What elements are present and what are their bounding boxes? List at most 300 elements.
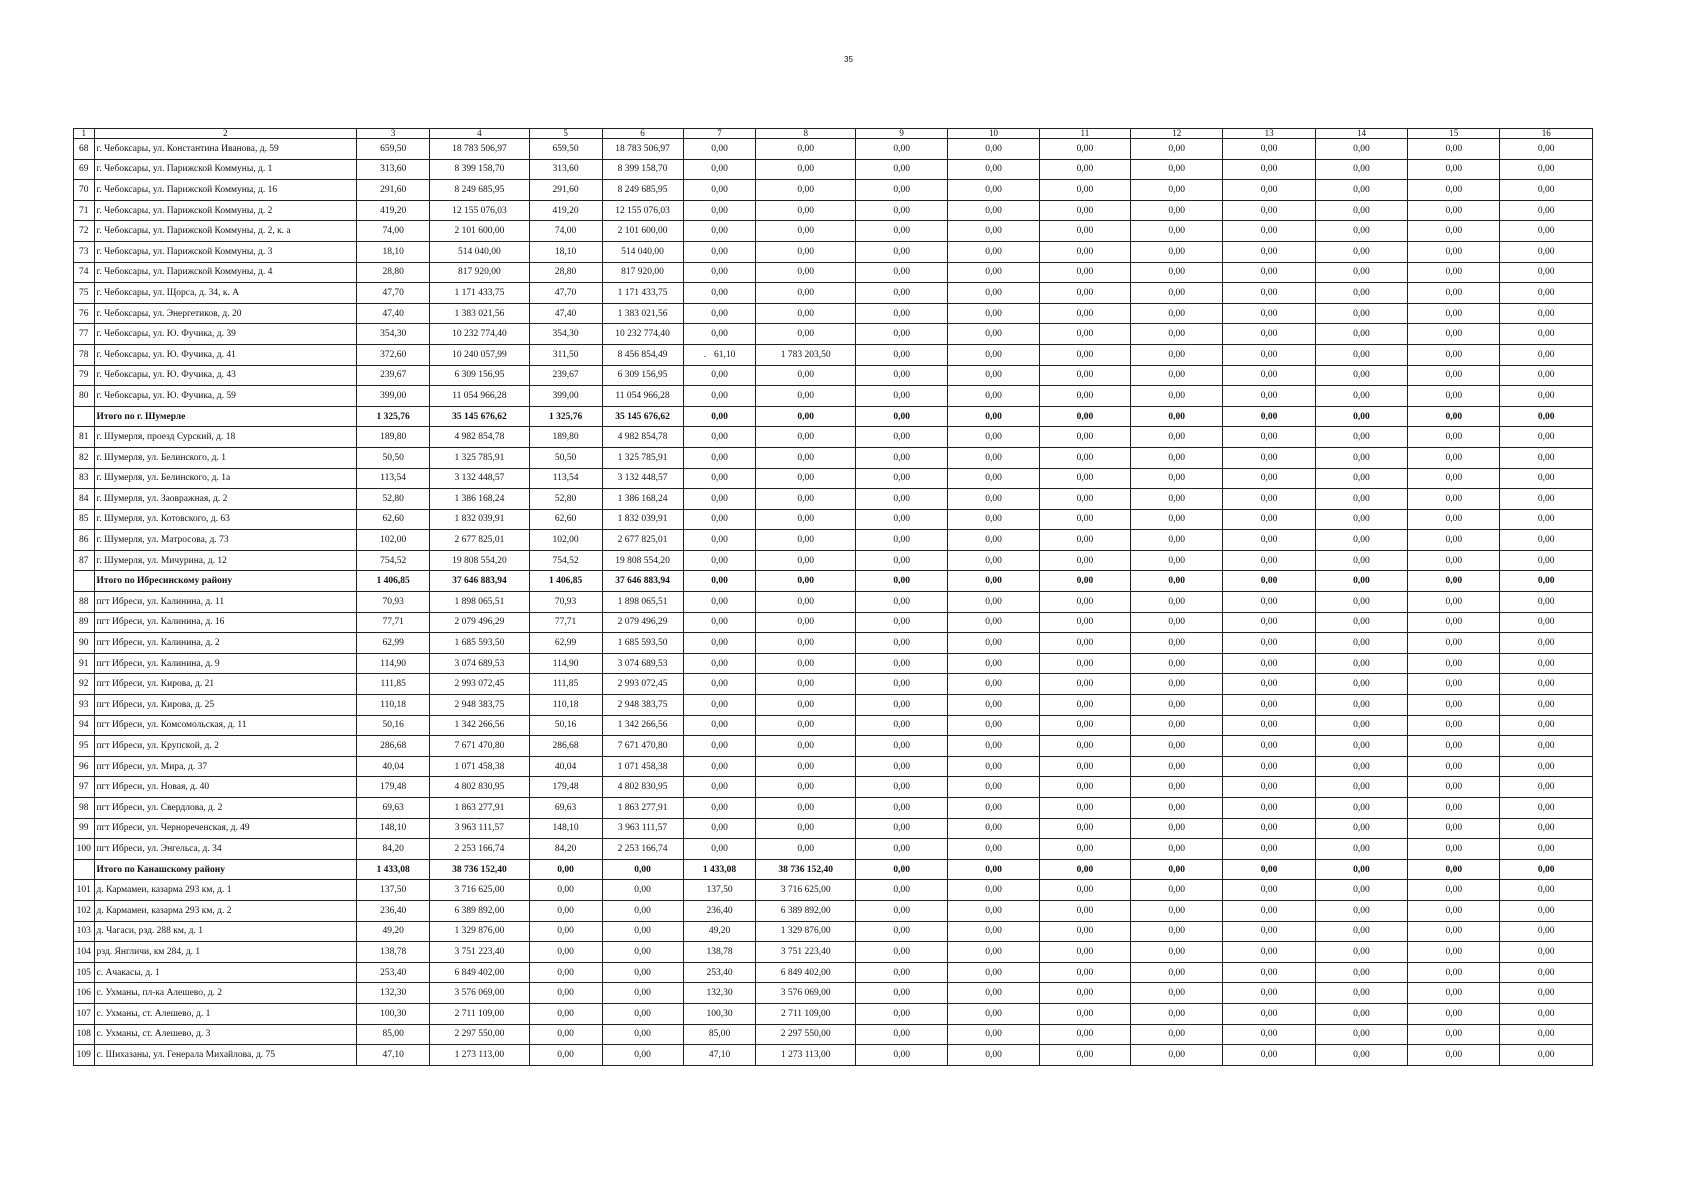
area-value: 61,10 bbox=[713, 350, 736, 361]
address-cell: пгт Ибреси, ул. Чернореченская, д. 49 bbox=[94, 818, 357, 839]
cost-cell: 2 101 600,00 bbox=[430, 221, 530, 242]
zero-cell: 0,00 bbox=[856, 592, 948, 613]
area-cell: 50,50 bbox=[529, 447, 602, 468]
zero-cell: 0,00 bbox=[1315, 777, 1407, 798]
zero-cell: 0,00 bbox=[1500, 180, 1593, 201]
cost-cell: 1 383 021,56 bbox=[602, 303, 683, 324]
zero-cell: 0,00 bbox=[1039, 612, 1130, 633]
area-cell: 50,16 bbox=[529, 715, 602, 736]
cost-cell: 0,00 bbox=[602, 880, 683, 901]
column-number-7: 7 bbox=[683, 129, 756, 139]
zero-cell: 0,00 bbox=[1131, 427, 1223, 448]
zero-cell: 0,00 bbox=[1408, 653, 1500, 674]
cost-cell: 38 736 152,40 bbox=[756, 859, 856, 880]
table-row bbox=[74, 777, 1593, 798]
zero-cell: 0,00 bbox=[1408, 715, 1500, 736]
cost-cell: 2 711 109,00 bbox=[756, 1003, 856, 1024]
zero-cell: 0,00 bbox=[1500, 139, 1593, 160]
area-cell: 137,50 bbox=[357, 880, 430, 901]
cost-cell: 1 863 277,91 bbox=[602, 798, 683, 819]
zero-cell: 0,00 bbox=[1315, 900, 1407, 921]
cost-cell: 0,00 bbox=[756, 262, 856, 283]
zero-cell: 0,00 bbox=[1408, 859, 1500, 880]
zero-cell: 0,00 bbox=[1039, 818, 1130, 839]
row-number-cell: 107 bbox=[74, 1003, 95, 1024]
zero-cell: 0,00 bbox=[1223, 777, 1315, 798]
row-number-cell: 92 bbox=[74, 674, 95, 695]
cost-cell: 817 920,00 bbox=[430, 262, 530, 283]
address-cell: с. Ухманы, ст. Алешево, д. 3 bbox=[94, 1024, 357, 1045]
area-cell: 189,80 bbox=[529, 427, 602, 448]
zero-cell: 0,00 bbox=[948, 818, 1039, 839]
area-cell: 110,18 bbox=[529, 695, 602, 716]
cost-cell: 6 309 156,95 bbox=[430, 365, 530, 386]
zero-cell: 0,00 bbox=[1131, 1003, 1223, 1024]
area-cell: 0,00 bbox=[683, 571, 756, 592]
zero-cell: 0,00 bbox=[1315, 983, 1407, 1004]
cost-cell: 1 685 593,50 bbox=[430, 633, 530, 654]
zero-cell: 0,00 bbox=[1315, 880, 1407, 901]
area-cell: 253,40 bbox=[683, 962, 756, 983]
area-cell: 52,80 bbox=[529, 489, 602, 510]
table-row bbox=[74, 983, 1593, 1004]
zero-cell: 0,00 bbox=[948, 612, 1039, 633]
cost-cell: 19 808 554,20 bbox=[430, 550, 530, 571]
row-number-cell: 102 bbox=[74, 900, 95, 921]
zero-cell: 0,00 bbox=[1315, 674, 1407, 695]
address-cell: пгт Ибреси, ул. Энгельса, д. 34 bbox=[94, 839, 357, 860]
zero-cell: 0,00 bbox=[1223, 1024, 1315, 1045]
zero-cell: 0,00 bbox=[1223, 1003, 1315, 1024]
cost-cell: 1 832 039,91 bbox=[430, 509, 530, 530]
zero-cell: 0,00 bbox=[948, 777, 1039, 798]
area-cell: 52,80 bbox=[357, 489, 430, 510]
table-row bbox=[74, 447, 1593, 468]
area-cell: 62,99 bbox=[529, 633, 602, 654]
zero-cell: 0,00 bbox=[1408, 900, 1500, 921]
zero-cell: 0,00 bbox=[1408, 736, 1500, 757]
address-cell: с. Шихазаны, ул. Генерала Михайлова, д. 75 bbox=[94, 1045, 357, 1066]
row-number-cell: 104 bbox=[74, 942, 95, 963]
address-cell: г. Чебоксары, ул. Ю. Фучика, д. 43 bbox=[94, 365, 357, 386]
area-cell: 754,52 bbox=[529, 550, 602, 571]
zero-cell: 0,00 bbox=[948, 921, 1039, 942]
zero-cell: 0,00 bbox=[948, 324, 1039, 345]
area-cell: 100,30 bbox=[357, 1003, 430, 1024]
subtotal-row bbox=[74, 859, 1593, 880]
zero-cell: 0,00 bbox=[1408, 509, 1500, 530]
cost-cell: 3 963 111,57 bbox=[430, 818, 530, 839]
zero-cell: 0,00 bbox=[856, 262, 948, 283]
zero-cell: 0,00 bbox=[1500, 715, 1593, 736]
area-cell: 0,00 bbox=[683, 530, 756, 551]
table-row bbox=[74, 221, 1593, 242]
area-cell: 69,63 bbox=[529, 798, 602, 819]
cost-cell: 7 671 470,80 bbox=[602, 736, 683, 757]
zero-cell: 0,00 bbox=[948, 489, 1039, 510]
zero-cell: 0,00 bbox=[856, 344, 948, 365]
table-row bbox=[74, 633, 1593, 654]
zero-cell: 0,00 bbox=[856, 777, 948, 798]
area-cell: 0,00 bbox=[683, 489, 756, 510]
zero-cell: 0,00 bbox=[1408, 386, 1500, 407]
cost-cell: 2 253 166,74 bbox=[602, 839, 683, 860]
zero-cell: 0,00 bbox=[1315, 633, 1407, 654]
cost-cell: 1 898 065,51 bbox=[602, 592, 683, 613]
cost-cell: 11 054 966,28 bbox=[602, 386, 683, 407]
row-number-cell: 99 bbox=[74, 818, 95, 839]
zero-cell: 0,00 bbox=[948, 468, 1039, 489]
address-cell: с. Ухманы, ст. Алешево, д. 1 bbox=[94, 1003, 357, 1024]
zero-cell: 0,00 bbox=[948, 447, 1039, 468]
zero-cell: 0,00 bbox=[1131, 880, 1223, 901]
address-cell: г. Шумерля, ул. Мичурина, д. 12 bbox=[94, 550, 357, 571]
area-cell: 0,00 bbox=[529, 900, 602, 921]
zero-cell: 0,00 bbox=[1039, 674, 1130, 695]
area-cell: 47,70 bbox=[529, 283, 602, 304]
zero-cell: 0,00 bbox=[856, 612, 948, 633]
zero-cell: 0,00 bbox=[1408, 880, 1500, 901]
area-cell: 0,00 bbox=[683, 715, 756, 736]
area-cell: 0,00 bbox=[529, 880, 602, 901]
zero-cell: 0,00 bbox=[1315, 427, 1407, 448]
zero-cell: 0,00 bbox=[1039, 406, 1130, 427]
area-cell: 40,04 bbox=[529, 756, 602, 777]
table-row bbox=[74, 283, 1593, 304]
zero-cell: 0,00 bbox=[1408, 283, 1500, 304]
zero-cell: 0,00 bbox=[1500, 489, 1593, 510]
zero-cell: 0,00 bbox=[1131, 900, 1223, 921]
zero-cell: 0,00 bbox=[856, 736, 948, 757]
address-cell: д. Чагаси, рзд. 288 км, д. 1 bbox=[94, 921, 357, 942]
area-cell: 74,00 bbox=[357, 221, 430, 242]
zero-cell: 0,00 bbox=[1500, 303, 1593, 324]
zero-cell: 0,00 bbox=[1408, 365, 1500, 386]
zero-cell: 0,00 bbox=[948, 406, 1039, 427]
zero-cell: 0,00 bbox=[1408, 633, 1500, 654]
zero-cell: 0,00 bbox=[1131, 592, 1223, 613]
zero-cell: 0,00 bbox=[1131, 798, 1223, 819]
zero-cell: 0,00 bbox=[1408, 612, 1500, 633]
zero-cell: 0,00 bbox=[1223, 509, 1315, 530]
address-cell: рзд. Янгличи, км 284, д. 1 bbox=[94, 942, 357, 963]
area-cell: 85,00 bbox=[683, 1024, 756, 1045]
cost-cell: 0,00 bbox=[756, 798, 856, 819]
zero-cell: 0,00 bbox=[1408, 530, 1500, 551]
area-cell: 0,00 bbox=[529, 859, 602, 880]
area-cell: 47,10 bbox=[357, 1045, 430, 1066]
zero-cell: 0,00 bbox=[1315, 180, 1407, 201]
cost-cell: 0,00 bbox=[756, 324, 856, 345]
cost-cell: 1 329 876,00 bbox=[756, 921, 856, 942]
zero-cell: 0,00 bbox=[1131, 386, 1223, 407]
area-cell: 40,04 bbox=[357, 756, 430, 777]
area-cell: 0,00 bbox=[683, 386, 756, 407]
zero-cell: 0,00 bbox=[856, 1003, 948, 1024]
zero-cell: 0,00 bbox=[1223, 756, 1315, 777]
zero-cell: 0,00 bbox=[1500, 386, 1593, 407]
zero-cell: 0,00 bbox=[1408, 756, 1500, 777]
zero-cell: 0,00 bbox=[948, 530, 1039, 551]
zero-cell: 0,00 bbox=[1408, 200, 1500, 221]
area-cell: 50,16 bbox=[357, 715, 430, 736]
area-cell: 1 325,76 bbox=[529, 406, 602, 427]
zero-cell: 0,00 bbox=[856, 921, 948, 942]
row-number-cell: 75 bbox=[74, 283, 95, 304]
cost-cell: 7 671 470,80 bbox=[430, 736, 530, 757]
table-row bbox=[74, 344, 1593, 365]
zero-cell: 0,00 bbox=[1408, 550, 1500, 571]
zero-cell: 0,00 bbox=[1223, 612, 1315, 633]
cost-cell: 0,00 bbox=[756, 180, 856, 201]
cost-cell: 0,00 bbox=[602, 983, 683, 1004]
zero-cell: 0,00 bbox=[1131, 612, 1223, 633]
column-number-6: 6 bbox=[602, 129, 683, 139]
cost-cell: 0,00 bbox=[756, 818, 856, 839]
zero-cell: 0,00 bbox=[1315, 509, 1407, 530]
address-cell: г. Чебоксары, ул. Парижской Коммуны, д. 16 bbox=[94, 180, 357, 201]
area-cell: 0,00 bbox=[683, 818, 756, 839]
zero-cell: 0,00 bbox=[856, 303, 948, 324]
zero-cell: 0,00 bbox=[856, 386, 948, 407]
zero-cell: 0,00 bbox=[856, 509, 948, 530]
zero-cell: 0,00 bbox=[948, 303, 1039, 324]
cost-cell: 2 948 383,75 bbox=[430, 695, 530, 716]
address-cell: пгт Ибреси, ул. Калинина, д. 2 bbox=[94, 633, 357, 654]
zero-cell: 0,00 bbox=[1223, 695, 1315, 716]
table-row bbox=[74, 674, 1593, 695]
address-cell: г. Чебоксары, ул. Парижской Коммуны, д. 3 bbox=[94, 241, 357, 262]
zero-cell: 0,00 bbox=[1039, 262, 1130, 283]
zero-cell: 0,00 bbox=[856, 447, 948, 468]
area-cell: 1 406,85 bbox=[529, 571, 602, 592]
row-number-cell: 101 bbox=[74, 880, 95, 901]
zero-cell: 0,00 bbox=[1223, 283, 1315, 304]
zero-cell: 0,00 bbox=[1131, 283, 1223, 304]
area-cell: 0,00 bbox=[683, 756, 756, 777]
area-cell: 179,48 bbox=[529, 777, 602, 798]
zero-cell: 0,00 bbox=[1408, 1045, 1500, 1066]
zero-cell: 0,00 bbox=[1500, 983, 1593, 1004]
zero-cell: 0,00 bbox=[1223, 983, 1315, 1004]
area-cell: 100,30 bbox=[683, 1003, 756, 1024]
address-cell: д. Кармамеи, казарма 293 км, д. 2 bbox=[94, 900, 357, 921]
zero-cell: 0,00 bbox=[1500, 221, 1593, 242]
area-cell: 0,00 bbox=[683, 241, 756, 262]
zero-cell: 0,00 bbox=[856, 962, 948, 983]
area-cell: 0,00 bbox=[683, 365, 756, 386]
cost-cell: 0,00 bbox=[756, 139, 856, 160]
table-row bbox=[74, 262, 1593, 283]
cost-cell: 0,00 bbox=[756, 653, 856, 674]
zero-cell: 0,00 bbox=[1408, 406, 1500, 427]
row-number-cell bbox=[74, 571, 95, 592]
zero-cell: 0,00 bbox=[1408, 324, 1500, 345]
zero-cell: 0,00 bbox=[1039, 365, 1130, 386]
cost-cell: 1 329 876,00 bbox=[430, 921, 530, 942]
zero-cell: 0,00 bbox=[1223, 653, 1315, 674]
column-number-4: 4 bbox=[430, 129, 530, 139]
zero-cell: 0,00 bbox=[1039, 859, 1130, 880]
cost-cell: 38 736 152,40 bbox=[430, 859, 530, 880]
zero-cell: 0,00 bbox=[1315, 365, 1407, 386]
row-number-cell bbox=[74, 406, 95, 427]
cost-cell: 0,00 bbox=[756, 571, 856, 592]
row-number-cell: 74 bbox=[74, 262, 95, 283]
zero-cell: 0,00 bbox=[1039, 180, 1130, 201]
area-cell: 47,40 bbox=[357, 303, 430, 324]
zero-cell: 0,00 bbox=[1315, 324, 1407, 345]
zero-cell: 0,00 bbox=[1131, 303, 1223, 324]
zero-cell: 0,00 bbox=[1408, 674, 1500, 695]
zero-cell: 0,00 bbox=[948, 715, 1039, 736]
zero-cell: 0,00 bbox=[948, 1003, 1039, 1024]
zero-cell: 0,00 bbox=[856, 241, 948, 262]
area-cell: 28,80 bbox=[357, 262, 430, 283]
zero-cell: 0,00 bbox=[1223, 900, 1315, 921]
area-cell: 0,00 bbox=[529, 1003, 602, 1024]
cost-cell: 37 646 883,94 bbox=[430, 571, 530, 592]
area-cell: 1 433,08 bbox=[683, 859, 756, 880]
cost-cell: 6 389 892,00 bbox=[756, 900, 856, 921]
cost-cell: 18 783 506,97 bbox=[602, 139, 683, 160]
stray-mark: . bbox=[703, 349, 706, 360]
address-cell: пгт Ибреси, ул. Новая, д. 40 bbox=[94, 777, 357, 798]
zero-cell: 0,00 bbox=[1131, 241, 1223, 262]
area-cell: 239,67 bbox=[357, 365, 430, 386]
zero-cell: 0,00 bbox=[1315, 798, 1407, 819]
cost-cell: 0,00 bbox=[756, 365, 856, 386]
area-cell: 0,00 bbox=[529, 942, 602, 963]
table-row bbox=[74, 530, 1593, 551]
zero-cell: 0,00 bbox=[948, 1024, 1039, 1045]
table-row bbox=[74, 880, 1593, 901]
area-cell: 659,50 bbox=[357, 139, 430, 160]
zero-cell: 0,00 bbox=[1408, 489, 1500, 510]
cost-cell: 0,00 bbox=[756, 386, 856, 407]
zero-cell: 0,00 bbox=[1315, 592, 1407, 613]
zero-cell: 0,00 bbox=[1408, 921, 1500, 942]
cost-cell: 6 309 156,95 bbox=[602, 365, 683, 386]
zero-cell: 0,00 bbox=[1408, 839, 1500, 860]
area-cell: 372,60 bbox=[357, 344, 430, 365]
area-cell: 0,00 bbox=[683, 653, 756, 674]
cost-cell: 1 832 039,91 bbox=[602, 509, 683, 530]
zero-cell: 0,00 bbox=[1223, 262, 1315, 283]
area-cell: 313,60 bbox=[529, 159, 602, 180]
area-cell: 354,30 bbox=[529, 324, 602, 345]
cost-cell: 0,00 bbox=[602, 859, 683, 880]
zero-cell: 0,00 bbox=[1131, 365, 1223, 386]
cost-cell: 6 389 892,00 bbox=[430, 900, 530, 921]
zero-cell: 0,00 bbox=[1039, 777, 1130, 798]
column-number-12: 12 bbox=[1131, 129, 1223, 139]
zero-cell: 0,00 bbox=[1408, 427, 1500, 448]
table-row bbox=[74, 468, 1593, 489]
area-cell: 0,00 bbox=[683, 324, 756, 345]
area-cell: 179,48 bbox=[357, 777, 430, 798]
zero-cell: 0,00 bbox=[1131, 633, 1223, 654]
zero-cell: 0,00 bbox=[1223, 406, 1315, 427]
zero-cell: 0,00 bbox=[1315, 756, 1407, 777]
zero-cell: 0,00 bbox=[1315, 736, 1407, 757]
zero-cell: 0,00 bbox=[948, 880, 1039, 901]
cost-cell: 2 253 166,74 bbox=[430, 839, 530, 860]
area-cell: 236,40 bbox=[683, 900, 756, 921]
zero-cell: 0,00 bbox=[948, 427, 1039, 448]
table-row bbox=[74, 592, 1593, 613]
area-cell: 0,00 bbox=[683, 139, 756, 160]
cost-cell: 514 040,00 bbox=[430, 241, 530, 262]
cost-cell: 4 802 830,95 bbox=[430, 777, 530, 798]
zero-cell: 0,00 bbox=[856, 983, 948, 1004]
zero-cell: 0,00 bbox=[1315, 200, 1407, 221]
zero-cell: 0,00 bbox=[1039, 200, 1130, 221]
area-cell: 0,00 bbox=[683, 592, 756, 613]
cost-cell: 1 171 433,75 bbox=[430, 283, 530, 304]
cost-cell: 0,00 bbox=[602, 1024, 683, 1045]
zero-cell: 0,00 bbox=[1315, 221, 1407, 242]
zero-cell: 0,00 bbox=[856, 159, 948, 180]
zero-cell: 0,00 bbox=[1039, 736, 1130, 757]
area-cell: 0,00 bbox=[683, 406, 756, 427]
zero-cell: 0,00 bbox=[1408, 942, 1500, 963]
zero-cell: 0,00 bbox=[856, 880, 948, 901]
column-number-2: 2 bbox=[94, 129, 357, 139]
cost-cell: 1 685 593,50 bbox=[602, 633, 683, 654]
zero-cell: 0,00 bbox=[1315, 262, 1407, 283]
zero-cell: 0,00 bbox=[1039, 550, 1130, 571]
zero-cell: 0,00 bbox=[1408, 262, 1500, 283]
zero-cell: 0,00 bbox=[1500, 592, 1593, 613]
row-number-cell: 100 bbox=[74, 839, 95, 860]
cost-cell: 12 155 076,03 bbox=[430, 200, 530, 221]
address-cell: г. Шумерля, ул. Белинского, д. 1 bbox=[94, 447, 357, 468]
cost-cell: 0,00 bbox=[756, 777, 856, 798]
cost-cell: 4 982 854,78 bbox=[602, 427, 683, 448]
area-cell: 0,00 bbox=[683, 159, 756, 180]
cost-cell: 1 386 168,24 bbox=[602, 489, 683, 510]
zero-cell: 0,00 bbox=[1500, 241, 1593, 262]
column-number-14: 14 bbox=[1315, 129, 1407, 139]
zero-cell: 0,00 bbox=[1039, 880, 1130, 901]
cost-cell: 0,00 bbox=[756, 283, 856, 304]
zero-cell: 0,00 bbox=[1408, 221, 1500, 242]
zero-cell: 0,00 bbox=[1315, 303, 1407, 324]
zero-cell: 0,00 bbox=[948, 159, 1039, 180]
cost-cell: 3 576 069,00 bbox=[430, 983, 530, 1004]
zero-cell: 0,00 bbox=[1500, 859, 1593, 880]
zero-cell: 0,00 bbox=[1223, 550, 1315, 571]
cost-cell: 817 920,00 bbox=[602, 262, 683, 283]
zero-cell: 0,00 bbox=[1315, 839, 1407, 860]
zero-cell: 0,00 bbox=[1131, 468, 1223, 489]
column-number-11: 11 bbox=[1039, 129, 1130, 139]
zero-cell: 0,00 bbox=[856, 221, 948, 242]
zero-cell: 0,00 bbox=[1223, 571, 1315, 592]
cost-cell: 3 716 625,00 bbox=[430, 880, 530, 901]
zero-cell: 0,00 bbox=[1131, 344, 1223, 365]
zero-cell: 0,00 bbox=[856, 200, 948, 221]
address-cell: пгт Ибреси, ул. Калинина, д. 16 bbox=[94, 612, 357, 633]
area-cell: 239,67 bbox=[529, 365, 602, 386]
table-row bbox=[74, 715, 1593, 736]
area-cell: 0,00 bbox=[683, 736, 756, 757]
cost-cell: 0,00 bbox=[756, 406, 856, 427]
cost-cell: 0,00 bbox=[602, 1045, 683, 1066]
cost-cell: 3 074 689,53 bbox=[430, 653, 530, 674]
row-number-cell bbox=[74, 859, 95, 880]
